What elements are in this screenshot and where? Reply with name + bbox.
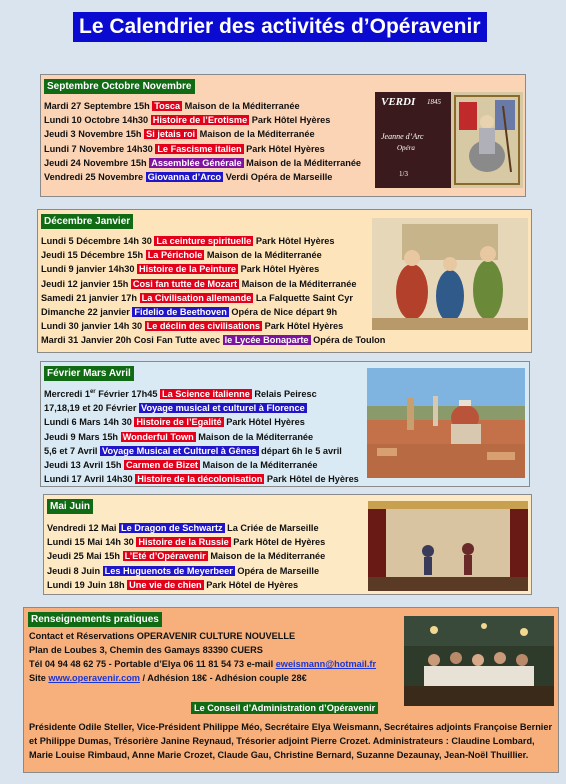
event-detail: Maison de la Méditerranée xyxy=(204,250,322,261)
event-detail: Lundi 10 Octobre 14h30 xyxy=(44,115,151,126)
event-row xyxy=(44,113,361,127)
email-link[interactable]: eweismann@hotmail.fr xyxy=(275,659,377,669)
section-mai-juin xyxy=(43,494,532,595)
event-list xyxy=(41,234,385,348)
poster-opera: Opéra xyxy=(397,144,415,152)
event-title: Histoire de la Russie xyxy=(138,537,229,548)
event-row xyxy=(41,234,385,248)
page-title: Le Calendrier des activités d’Opéravenir xyxy=(73,12,487,42)
event-row xyxy=(47,535,325,549)
ordinal-suffix: er xyxy=(89,389,96,395)
section-decembre-janvier xyxy=(37,209,532,353)
event-title: Histoire de la décolonisation xyxy=(137,474,263,485)
event-title: Les Huguenots de Meyerbeer xyxy=(104,565,233,576)
event-detail: Park Hôtel Hyères xyxy=(243,143,325,154)
event-detail: La Criée de Marseille xyxy=(224,523,319,533)
section-septembre-octobre-novembre xyxy=(40,74,526,197)
event-detail: Vendredi 12 Mai xyxy=(47,523,119,533)
event-detail: 5,6 et 7 Avril xyxy=(44,445,101,456)
baroque-characters-illustration xyxy=(372,218,528,330)
event-detail: Février 17h45 xyxy=(95,389,160,400)
event-title: La Périchole xyxy=(147,250,203,261)
phone-text: Tél 04 94 48 62 75 - Portable d’Elya 06 11 81 54 73 e-mail xyxy=(29,659,276,669)
event-row xyxy=(44,401,359,415)
event-detail: Park Hôtel Hyères xyxy=(223,417,305,428)
florence-panorama-photo xyxy=(367,368,525,478)
event-detail: Verdi Opéra de Marseille xyxy=(223,172,333,183)
event-title: Carmen de Bizet xyxy=(126,460,198,471)
event-list xyxy=(44,385,359,486)
section-heading: Février Mars Avril xyxy=(44,366,134,381)
practical-info-heading: Renseignements pratiques xyxy=(28,612,162,627)
contact-line: Contact et Réservations OPERAVENIR CULTURE NOUVELLE xyxy=(29,631,296,641)
membership-text: / Adhésion 18€ - Adhésion couple 28€ xyxy=(139,673,307,683)
event-detail: Park Hôtel de Hyères xyxy=(264,474,359,485)
event-row xyxy=(44,444,359,458)
event-detail: La Falquette Saint Cyr xyxy=(253,292,353,303)
event-detail: Jeudi 24 Novembre 15h xyxy=(44,157,150,168)
event-row xyxy=(44,170,361,184)
event-row xyxy=(44,385,359,401)
event-detail: Jeudi 13 Avril 15h xyxy=(44,460,124,471)
poster-part: 1/3 xyxy=(399,170,408,178)
event-detail: Park Hôtel de Hyères xyxy=(230,537,326,548)
council-members-line-1: Présidente Odile Steller, Vice-Président Philippe Méo, Secrétaire Elya Weismann, Secrétaires adjoints Françoise Bernier xyxy=(29,722,553,732)
event-title: Le Fascisme italien xyxy=(157,143,242,154)
event-row xyxy=(47,564,325,578)
event-row xyxy=(44,156,361,170)
event-title: Assemblée Générale xyxy=(151,157,242,168)
event-detail: Park Hôtel Hyères xyxy=(262,321,344,332)
poster-year: 1845 xyxy=(427,98,441,106)
event-title: La Science italienne xyxy=(162,389,250,400)
event-detail: Park Hôtel de Hyères xyxy=(203,579,299,590)
council-members-line-2: et Philippe Dumas, Trésorière Janine Reynaud, Trésorier adjoint Pierre Crozet. Administrateurs : Claudine Lombard, xyxy=(29,736,535,746)
event-row xyxy=(44,142,361,156)
event-row xyxy=(44,415,359,429)
event-title: Si jetais roi xyxy=(146,129,196,140)
council-members-line-3: Marie Louise Rimbaud, Anne Marie Crozet, Claude Gau, Christine Bernard, Suzanne Dezaunay, Jean-Noël Thuillier. xyxy=(29,750,529,760)
event-row xyxy=(47,549,325,563)
event-title: Cosi fan tutte de Mozart xyxy=(132,278,238,289)
event-title: La Civilisation allemande xyxy=(141,292,252,303)
event-row xyxy=(47,521,325,535)
section-heading: Mai Juin xyxy=(47,499,93,514)
event-detail: Opéra de Marseille xyxy=(234,565,320,576)
event-detail: Opéra de Toulon xyxy=(310,335,386,346)
event-detail: départ 6h le 5 avril xyxy=(258,445,342,456)
council-heading: Le Conseil d’Administration d’Opéravenir xyxy=(191,702,378,714)
event-title: Voyage musical et culturel à Florence xyxy=(141,403,305,414)
event-detail: 17,18,19 et 20 Février xyxy=(44,403,140,414)
event-row xyxy=(41,319,385,333)
section-fevrier-mars-avril xyxy=(40,361,530,487)
event-detail: Lundi 9 janvier 14h30 xyxy=(41,264,137,275)
event-row xyxy=(41,248,385,262)
verdi-jeanne-darc-poster xyxy=(375,92,523,188)
site-prefix: Site xyxy=(29,673,49,683)
event-detail: Lundi 5 Décembre 14h 30 xyxy=(41,236,155,246)
event-detail: Relais Peiresc xyxy=(251,389,317,400)
event-title: Giovanna d’Arco xyxy=(147,172,222,183)
event-title: Le Dragon de Schwartz xyxy=(121,523,223,533)
event-title: Fidelio de Beethoven xyxy=(134,307,227,318)
event-row xyxy=(44,430,359,444)
event-title: La ceinture spirituelle xyxy=(156,236,252,246)
event-detail: Jeudi 8 Juin xyxy=(47,565,103,576)
event-detail: Samedi 21 janvier 17h xyxy=(41,292,140,303)
event-detail: Maison de la Méditerranée xyxy=(197,129,315,140)
phone-email-line xyxy=(29,657,376,671)
event-detail: Lundi 15 Mai 14h 30 xyxy=(47,537,137,548)
poster-title-verdi: VERDI xyxy=(381,96,416,108)
event-row xyxy=(41,291,385,305)
event-row xyxy=(44,472,359,486)
event-detail: Mardi 27 Septembre 15h xyxy=(44,101,153,111)
event-row xyxy=(41,305,385,319)
event-detail: Mercredi 1 xyxy=(44,389,90,400)
event-detail: Maison de la Méditerranée xyxy=(200,460,318,471)
event-row xyxy=(47,578,325,592)
site-line xyxy=(29,671,376,685)
event-title: Wonderful Town xyxy=(122,431,194,442)
event-title: Histoire de l’Egalité xyxy=(136,417,222,428)
event-detail: Maison de la Méditerranée xyxy=(182,101,300,111)
event-detail: Park Hôtel Hyères xyxy=(253,236,335,246)
event-detail: Lundi 19 Juin 18h xyxy=(47,579,128,590)
event-row xyxy=(41,333,385,347)
event-detail: Vendredi 25 Novembre xyxy=(44,172,146,183)
knight-illustration xyxy=(451,92,523,188)
opera-stage-illustration xyxy=(368,501,528,591)
practical-info-section xyxy=(23,607,559,773)
event-detail: Park Hôtel Hyères xyxy=(249,115,331,126)
event-row xyxy=(44,127,361,141)
event-title: Histoire de la Peinture xyxy=(139,264,237,275)
event-detail: Jeudi 15 Décembre 15h xyxy=(41,250,146,261)
event-title: Voyage Musical et Culturel à Gênes xyxy=(102,445,257,456)
event-detail: Maison de la Méditerranée xyxy=(239,278,357,289)
event-detail: Lundi 17 Avril 14h30 xyxy=(44,474,136,485)
event-row xyxy=(41,277,385,291)
event-row xyxy=(44,458,359,472)
event-detail: Jeudi 9 Mars 15h xyxy=(44,431,121,442)
event-title: Une vie de chien xyxy=(129,579,202,590)
event-detail: Mardi 31 Janvier 20h Cosi Fan Tutte avec xyxy=(41,335,223,346)
event-title: Le déclin des civilisations xyxy=(146,321,261,332)
event-detail: Opéra de Nice départ 9h xyxy=(228,307,338,318)
event-detail: Dimanche 22 janvier xyxy=(41,307,133,318)
event-detail: Jeudi 12 janvier 15h xyxy=(41,278,131,289)
event-row xyxy=(41,262,385,276)
event-detail: Park Hôtel Hyères xyxy=(238,264,320,275)
event-title: le Lycée Bonaparte xyxy=(224,335,309,346)
event-detail: Maison de la Méditerranée xyxy=(195,431,314,442)
event-detail: Maison de la Méditerranée xyxy=(207,551,326,562)
event-title: Histoire de l’Erotisme xyxy=(152,115,248,126)
event-detail: Lundi 7 Novembre 14h30 xyxy=(44,143,156,154)
section-heading: Décembre Janvier xyxy=(41,214,133,229)
poster-jeanne: Jeanne d’Arc xyxy=(381,132,424,141)
event-detail: Lundi 6 Mars 14h 30 xyxy=(44,417,135,428)
section-heading: Septembre Octobre Novembre xyxy=(44,79,195,94)
event-row xyxy=(44,99,361,113)
event-title: L’Eté d’Opéravenir xyxy=(124,551,206,562)
event-detail: Jeudi 25 Mai 15h xyxy=(47,551,123,562)
event-list xyxy=(47,521,325,592)
website-link[interactable]: www.operavenir.com xyxy=(48,673,140,683)
event-detail: Lundi 30 janvier 14h 30 xyxy=(41,321,145,332)
event-list xyxy=(44,99,361,184)
dinner-group-photo xyxy=(404,616,554,706)
event-title: Tosca xyxy=(154,101,181,111)
event-detail: Maison de la Méditerranée xyxy=(243,157,362,168)
event-detail: Jeudi 3 Novembre 15h xyxy=(44,129,145,140)
address-line: Plan de Loubes 3, Chemin des Gamays 83390 CUERS xyxy=(29,645,263,655)
